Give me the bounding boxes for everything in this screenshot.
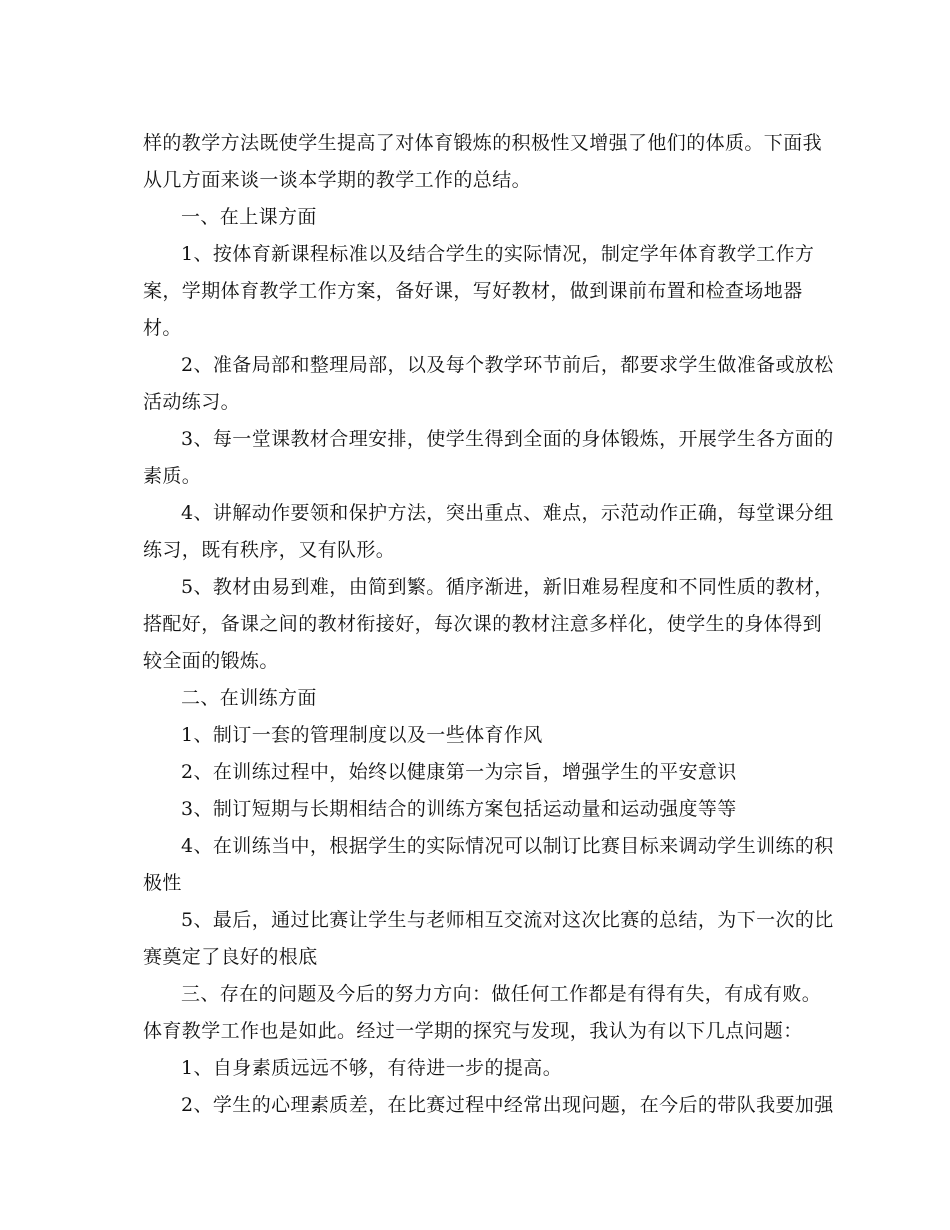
section-heading: 三、存在的问题及今后的努力方向：做任何工作都是有得有失，有成有败。 [181,983,822,1005]
section-heading: 二、在训练方面 [181,687,317,709]
text-line: 4、讲解动作要领和保护方法，突出重点、难点，示范动作正确，每堂课分组 [181,502,834,524]
text-line: 5、最后，通过比赛让学生与老师相互交流对这次比赛的总结，为下一次的比 [181,909,834,931]
text-line: 极性 [143,872,182,894]
text-line: 3、每一堂课教材合理安排，使学生得到全面的身体锻炼，开展学生各方面的 [181,428,834,450]
text-line: 素质。 [143,465,202,487]
text-line: 较全面的锻炼。 [143,650,279,672]
text-line: 1、按体育新课程标准以及结合学生的实际情况，制定学年体育教学工作方 [181,243,815,265]
text-line: 5、教材由易到难，由简到繁。循序渐进，新旧难易程度和不同性质的教材， [181,576,834,598]
text-line: 搭配好，备课之间的教材衔接好，每次课的教材注意多样化，使学生的身体得到 [143,613,823,635]
text-line: 体育教学工作也是如此。经过一学期的探究与发现，我认为有以下几点问题： [143,1020,803,1042]
text-line: 材。 [143,317,182,339]
text-line: 3、制订短期与长期相结合的训练方案包括运动量和运动强度等等 [181,798,737,820]
text-line: 活动练习。 [143,391,241,413]
text-line: 赛奠定了良好的根底 [143,946,318,968]
text-line: 练习，既有秩序，又有队形。 [143,539,396,561]
text-line: 1、自身素质远远不够，有待进一步的提高。 [181,1057,563,1079]
text-line: 样的教学方法既使学生提高了对体育锻炼的积极性又增强了他们的体质。下面我 [143,132,823,154]
text-line: 4、在训练当中，根据学生的实际情况可以制订比赛目标来调动学生训练的积 [181,835,834,857]
text-line: 2、学生的心理素质差，在比赛过程中经常出现问题，在今后的带队我要加强 [181,1094,834,1116]
section-heading: 一、在上课方面 [181,206,317,228]
text-line: 2、准备局部和整理局部，以及每个教学环节前后，都要求学生做准备或放松 [181,354,834,376]
text-line: 2、在训练过程中，始终以健康第一为宗旨，增强学生的平安意识 [181,761,737,783]
text-line: 1、制订一套的管理制度以及一些体育作风 [181,724,543,746]
text-line: 案，学期体育教学工作方案，备好课，写好教材，做到课前布置和检查场地器 [143,280,803,302]
text-line: 从几方面来谈一谈本学期的教学工作的总结。 [143,169,532,191]
